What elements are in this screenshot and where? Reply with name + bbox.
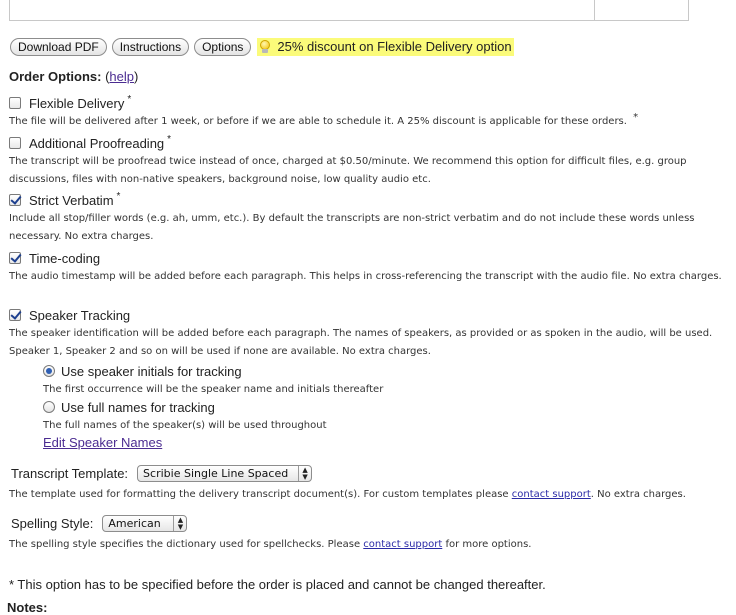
options-button[interactable]: Options (194, 38, 251, 56)
transcript-template-desc: The template used for formatting the delivery transcript document(s). For custom templates please contact support. No extra charges. (9, 489, 686, 500)
promo-text: 25% discount on Flexible Delivery option (277, 39, 512, 54)
total-divider (594, 0, 595, 21)
speaker-full-names-desc: The full names of the speaker(s) will be used throughout (43, 420, 327, 431)
option-flexible-delivery (9, 95, 729, 131)
speaker-tracking-desc: The speaker identification will be added before each paragraph. The names of speakers, as provided or as spoken in the audio, will be used. Speaker 1, Speaker 2 and so on will be used if none are available. No extra charges. (9, 328, 713, 357)
toolbar (10, 37, 514, 56)
select-arrows-icon: ▲ ▼ (298, 466, 311, 481)
spelling-style-row (11, 515, 187, 532)
additional-proofreading-desc: The transcript will be proofread twice instead of once, charged at $0.50/minute. We recommend this option for difficult files, e.g. group discussions, files with non-native speakers, background noise, low quality audio etc. (9, 156, 687, 185)
required-star: * (167, 133, 172, 145)
select-arrows-icon: ▲ ▼ (173, 516, 186, 531)
flexible-delivery-label: Flexible Delivery (29, 95, 125, 111)
speaker-tracking-label: Speaker Tracking (29, 307, 131, 323)
flexible-delivery-checkbox[interactable] (9, 97, 21, 109)
notes-heading: Notes: (7, 600, 48, 615)
speaker-full-names-label: Use full names for tracking (61, 399, 215, 415)
spelling-style-select[interactable] (102, 515, 187, 532)
option-time-coding (9, 250, 729, 286)
edit-speaker-names-link[interactable]: Edit Speaker Names (43, 435, 163, 450)
download-pdf-button[interactable]: Download PDF (10, 38, 107, 56)
instructions-button[interactable]: Instructions (112, 38, 189, 56)
required-star: * (127, 93, 132, 105)
strict-verbatim-checkbox[interactable] (9, 194, 21, 206)
transcript-template-select[interactable] (137, 465, 312, 482)
additional-proofreading-label: Additional Proofreading (29, 135, 165, 151)
promo-banner (257, 38, 513, 56)
speaker-initials-option (43, 363, 383, 399)
help-link[interactable]: help (109, 69, 134, 84)
required-star: * (116, 190, 121, 202)
speaker-tracking-checkbox[interactable] (9, 309, 21, 321)
speaker-initials-desc: The first occurrence will be the speaker name and initials thereafter (43, 384, 384, 395)
transcript-template-label: Transcript Template: (11, 466, 129, 481)
option-strict-verbatim (9, 192, 729, 246)
strict-verbatim-desc: Include all stop/filler words (e.g. ah, umm, etc.). By default the transcripts are non-strict verbatim and do not include these words unless necessary. No extra charges. (9, 213, 695, 242)
transcript-template-value: Scribie Single Line Spaced (143, 467, 289, 480)
speaker-full-names-option (43, 399, 327, 435)
spelling-contact-support-link[interactable]: contact support (363, 539, 443, 550)
order-options-title: Order Options: (9, 69, 102, 84)
help-paren-open: ( (105, 69, 110, 84)
speaker-full-names-radio[interactable] (43, 401, 55, 413)
additional-proofreading-checkbox[interactable] (9, 137, 21, 149)
time-coding-desc: The audio timestamp will be added before each paragraph. This helps in cross-referencing the transcript with the audio file. No extra charges. (9, 271, 722, 282)
required-footnote: * This option has to be specified before the order is placed and cannot be changed thereafter. (9, 577, 546, 592)
flexible-delivery-desc: The file will be delivered after 1 week, or before if we are able to schedule it. A 25% discount is applicable for these orders. * (9, 112, 639, 127)
order-total-box (9, 0, 689, 21)
help-paren-close: ) (134, 69, 139, 84)
option-speaker-tracking (9, 307, 729, 361)
spelling-style-value: American (108, 517, 161, 530)
template-contact-support-link[interactable]: contact support (511, 489, 591, 500)
order-options-heading (9, 69, 138, 84)
speaker-initials-radio[interactable] (43, 365, 55, 377)
option-additional-proofreading (9, 135, 729, 189)
time-coding-label: Time-coding (29, 250, 101, 266)
spelling-style-label: Spelling Style: (11, 516, 94, 531)
lightbulb-icon (259, 40, 271, 54)
strict-verbatim-label: Strict Verbatim (29, 192, 114, 208)
transcript-template-row (11, 465, 312, 482)
spelling-style-desc: The spelling style specifies the dictionary used for spellchecks. Please contact support for more options. (9, 539, 532, 550)
time-coding-checkbox[interactable] (9, 252, 21, 264)
speaker-initials-label: Use speaker initials for tracking (61, 363, 242, 379)
